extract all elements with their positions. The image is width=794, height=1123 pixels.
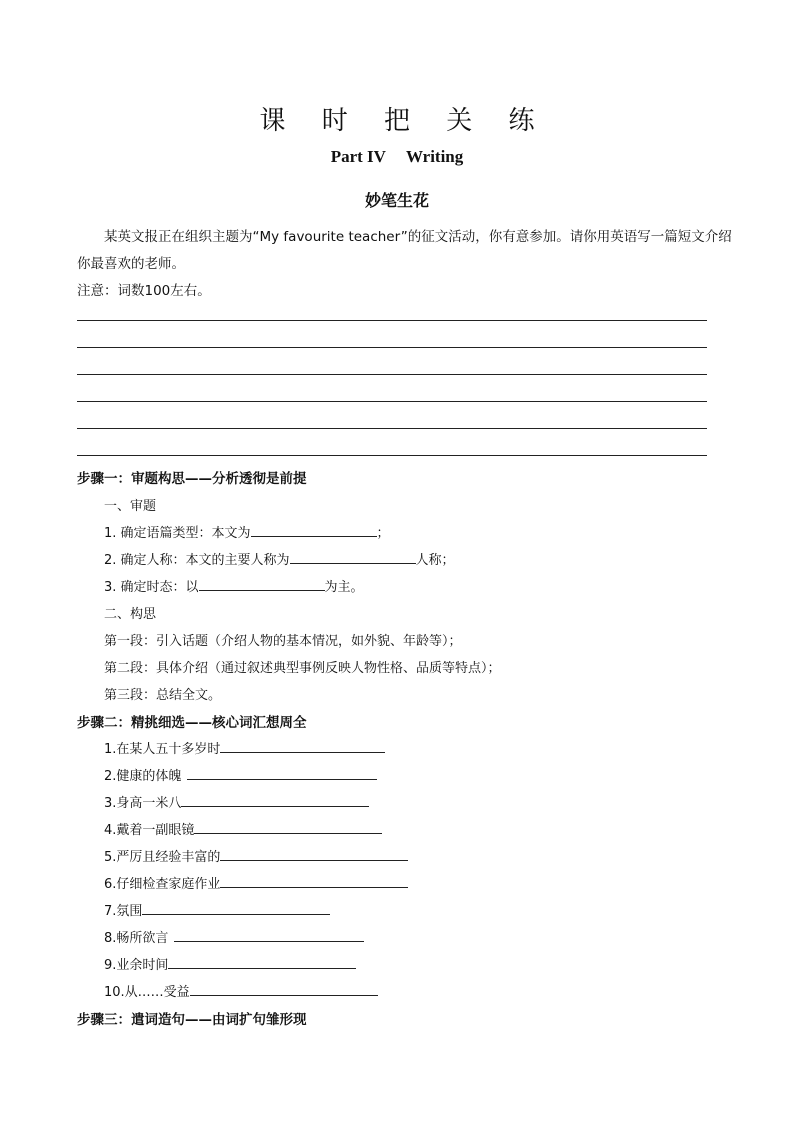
vocab-item <box>104 738 385 757</box>
vocab-item <box>104 765 377 784</box>
answer-blank[interactable] <box>220 847 408 861</box>
part-name: Writing <box>405 147 464 166</box>
writing-line[interactable] <box>77 401 707 402</box>
part-number: Part IV <box>330 147 386 166</box>
section-title: 妙笔生花 <box>364 191 429 210</box>
vocab-item <box>104 954 356 973</box>
vocab-label: 9.业余时间 <box>104 958 169 973</box>
question-3-end: 为主。 <box>324 580 364 595</box>
vocab-label: 3.身高一米八 <box>104 796 182 811</box>
question-3 <box>104 576 364 595</box>
answer-blank[interactable] <box>220 739 385 753</box>
writing-line[interactable] <box>77 455 707 456</box>
question-2-label: 2. 确定人称：本文的主要人称为 <box>104 553 290 568</box>
prompt-line-1: 某英文报正在组织主题为“My favourite teacher”的征文活动，你有意参加。请你用英语写一篇短文介绍 <box>104 229 732 245</box>
part-heading <box>0 147 794 167</box>
question-1-label: 1. 确定语篇类型：本文为 <box>104 526 251 541</box>
answer-blank[interactable] <box>220 874 408 888</box>
answer-blank[interactable] <box>187 766 377 780</box>
answer-blank[interactable] <box>190 982 378 996</box>
writing-line[interactable] <box>77 428 707 429</box>
gou-si-label: 二、构思 <box>104 607 157 622</box>
vocab-label: 4.戴着一副眼镜 <box>104 823 195 838</box>
question-1 <box>104 522 390 541</box>
question-3-label: 3. 确定时态：以 <box>104 580 199 595</box>
vocab-label: 6.仔细检查家庭作业 <box>104 877 221 892</box>
step2-heading: 步骤二：精挑细选——核心词汇想周全 <box>77 715 307 731</box>
answer-blank[interactable] <box>251 523 377 537</box>
vocab-item <box>104 873 408 892</box>
answer-blank[interactable] <box>168 955 356 969</box>
step1-heading: 步骤一：审题构思——分析透彻是前提 <box>77 471 307 487</box>
vocab-item <box>104 927 364 946</box>
question-2-end: 人称； <box>415 553 455 568</box>
answer-blank[interactable] <box>181 793 369 807</box>
paragraph-2-plan: 第二段：具体介绍（通过叙述典型事例反映人物性格、品质等特点）； <box>104 661 501 676</box>
vocab-label: 1.在某人五十多岁时 <box>104 742 221 757</box>
writing-line[interactable] <box>77 374 707 375</box>
vocab-label: 2.健康的体魄 <box>104 769 182 784</box>
question-2 <box>104 549 455 568</box>
answer-blank[interactable] <box>199 577 325 591</box>
answer-blank[interactable] <box>194 820 382 834</box>
paragraph-1-plan: 第一段：引入话题（介绍人物的基本情况，如外貌、年龄等）； <box>104 634 462 649</box>
paragraph-3-plan: 第三段：总结全文。 <box>104 688 222 703</box>
answer-blank[interactable] <box>290 550 416 564</box>
question-1-end: ； <box>376 526 390 541</box>
vocab-label: 8.畅所欲言 <box>104 931 169 946</box>
vocab-item <box>104 792 369 811</box>
vocab-item <box>104 900 330 919</box>
vocab-item <box>104 981 378 1000</box>
prompt-line-2: 你最喜欢的老师。 <box>77 256 185 272</box>
answer-blank[interactable] <box>142 901 330 915</box>
vocab-label: 10.从……受益 <box>104 985 190 1000</box>
vocab-label: 5.严厉且经验丰富的 <box>104 850 221 865</box>
word-count-note: 注意：词数100左右。 <box>77 283 211 299</box>
answer-blank[interactable] <box>174 928 364 942</box>
vocab-label: 7.氛围 <box>104 904 143 919</box>
vocab-item <box>104 819 382 838</box>
writing-line[interactable] <box>77 347 707 348</box>
shen-ti-label: 一、审题 <box>104 499 157 514</box>
step3-heading: 步骤三：遣词造句——由词扩句雏形现 <box>77 1012 307 1028</box>
writing-line[interactable] <box>77 320 707 321</box>
page-title: 课 时 把 关 练 <box>259 106 549 136</box>
vocab-item <box>104 846 408 865</box>
